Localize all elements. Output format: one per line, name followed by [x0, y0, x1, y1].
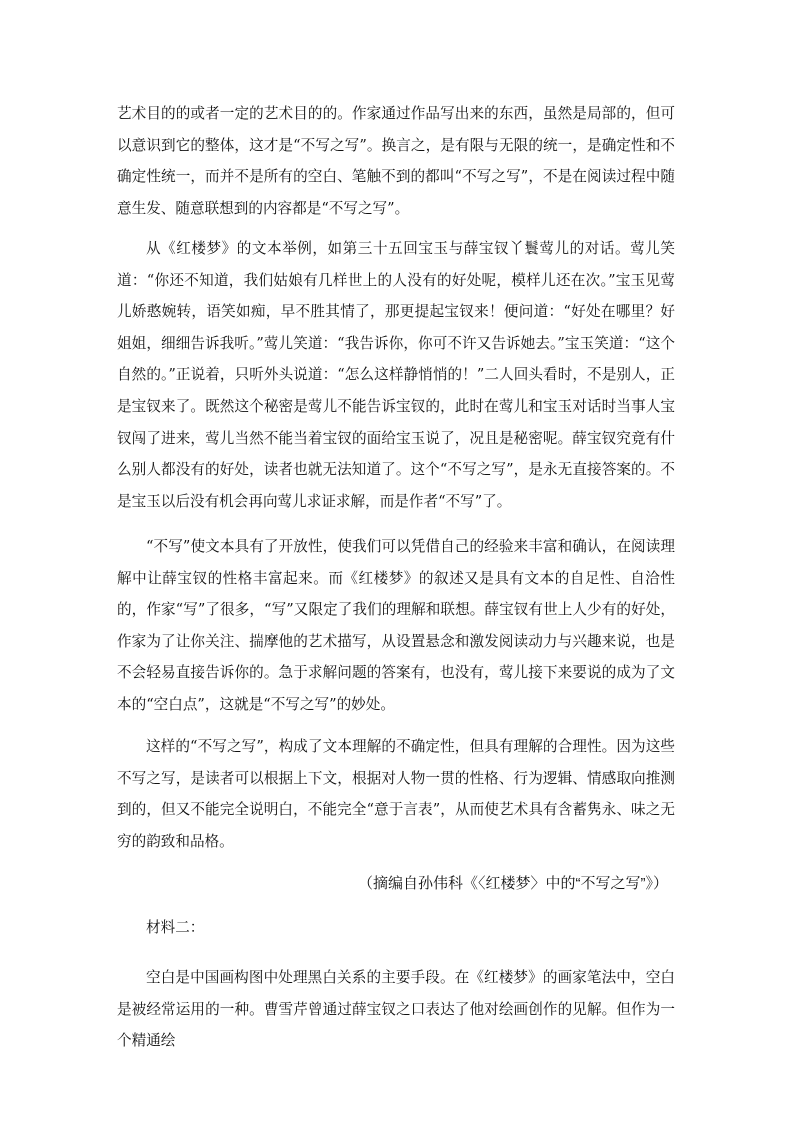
paragraph-1: 艺术目的的或者一定的艺术目的的。作家通过作品写出来的东西，虽然是局部的，但可以意识到它的整体，这才是“不写之写”。换言之，是有限与无限的统一，是确定性和不确定性统一，而并不是所有的空白、笔触不到的都叫“不写之写”，不是在阅读过程中随意生发、随意联想到的内容都是“不写之写”。	[117, 105, 675, 217]
paragraph-5: 空白是中国画构图中处理黑白关系的主要手段。在《红楼梦》的画家笔法中，空白是被经常运用的一种。曹雪芹曾通过薛宝钗之口表达了他对绘画创作的见解。但作为一个精通绘	[117, 969, 675, 1050]
source-citation: （摘编自孙伟科《〈红楼梦〉中的“不写之写”》）	[358, 875, 668, 892]
paragraph-2: 从《红楼梦》的文本举例，如第三十五回宝玉与薛宝钗丫鬟莺儿的对话。莺儿笑道：“你还不知道，我们姑娘有几样世上的人没有的好处呢，模样儿还在次。”宝玉见莺儿娇憨婉转，语笑如痴，早不胜其情了，那更提起宝钗来！便问道：“好处在哪里？好姐姐，细细告诉我听。”莺儿笑道：“我告诉你，你可不许又告诉她去。”宝玉笑道：“这个自然的。”正说着，只听外头说道：“怎么这样静悄悄的！”二人回头看时，不是别人，正是宝钗来了。既然这个秘密是莺儿不能告诉宝钗的，此时在莺儿和宝玉对话时当事人宝钗闯了进来，莺儿当然不能当着宝钗的面给宝玉说了，况且是秘密呢。薛宝钗究竟有什么别人都没有的好处，读者也就无法知道了。这个“不写之写”，是永无直接答案的。不是宝玉以后没有机会再向莺儿求证求解，而是作者“不写”了。	[117, 240, 675, 510]
paragraph-3: “不写”使文本具有了开放性，使我们可以凭借自己的经验来丰富和确认，在阅读理解中让薛宝钗的性格丰富起来。而《红楼梦》的叙述又是具有文本的自足性、自洽性的，作家“写”了很多，“写”又限定了我们的理解和联想。薛宝钗有世上人少有的好处，作家为了让你关注、揣摩他的艺术描写，从设置悬念和激发阅读动力与兴趣来说，也是不会轻易直接告诉你的。急于求解问题的答案有，也没有，莺儿接下来要说的成为了文本的“空白点”，这就是“不写之写”的妙处。	[117, 538, 675, 713]
paragraph-4: 这样的“不写之写”，构成了文本理解的不确定性，但具有理解的合理性。因为这些不写之写，是读者可以根据上下文，根据对人物一贯的性格、行为逻辑、情感取向推测到的，但又不能完全说明白，不能完全“意于言表”，从而使艺术具有含蓄隽永、味之无穷的韵致和品格。	[117, 738, 675, 850]
section-heading: 材料二：	[146, 920, 205, 936]
